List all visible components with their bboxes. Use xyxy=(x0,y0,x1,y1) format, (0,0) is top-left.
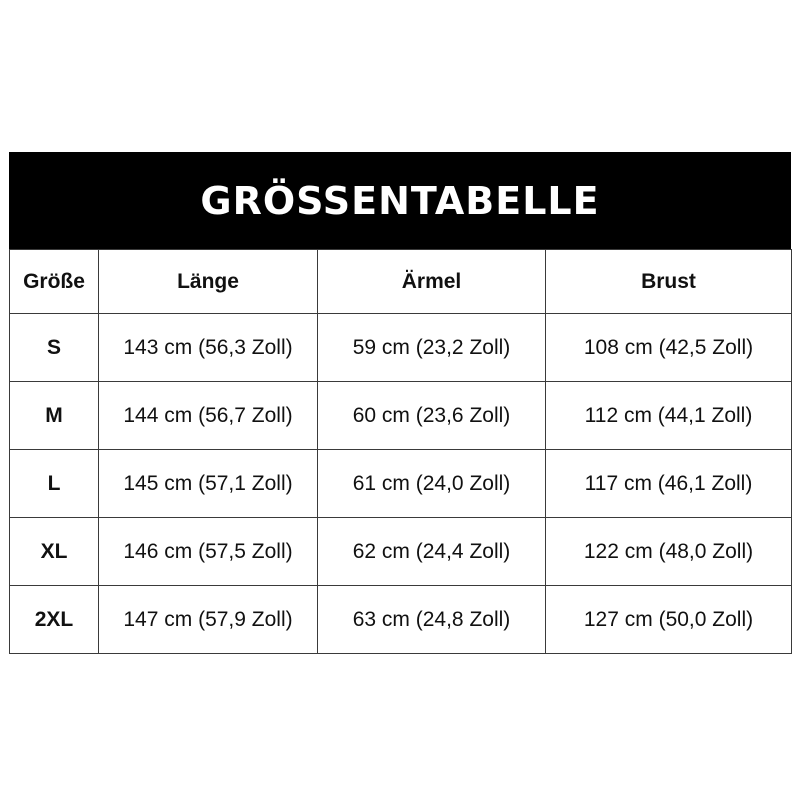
size-cell: XL xyxy=(10,518,99,586)
sleeve-cell: 61 cm (24,0 Zoll) xyxy=(318,450,546,518)
chart-title: GRÖSSENTABELLE xyxy=(200,178,600,223)
table-row xyxy=(10,382,792,450)
chest-cell: 122 cm (48,0 Zoll) xyxy=(546,518,792,586)
chart-header xyxy=(9,152,791,249)
length-cell: 146 cm (57,5 Zoll) xyxy=(99,518,318,586)
sleeve-cell: 60 cm (23,6 Zoll) xyxy=(318,382,546,450)
header-row xyxy=(10,250,792,314)
sleeve-cell: 62 cm (24,4 Zoll) xyxy=(318,518,546,586)
size-cell: 2XL xyxy=(10,586,99,654)
chest-cell: 112 cm (44,1 Zoll) xyxy=(546,382,792,450)
length-cell: 147 cm (57,9 Zoll) xyxy=(99,586,318,654)
table-row xyxy=(10,518,792,586)
size-cell: S xyxy=(10,314,99,382)
table-row xyxy=(10,314,792,382)
size-cell: M xyxy=(10,382,99,450)
size-table xyxy=(9,249,792,654)
chest-cell: 108 cm (42,5 Zoll) xyxy=(546,314,792,382)
table-row xyxy=(10,450,792,518)
header-length: Länge xyxy=(99,250,318,314)
length-cell: 143 cm (56,3 Zoll) xyxy=(99,314,318,382)
sleeve-cell: 63 cm (24,8 Zoll) xyxy=(318,586,546,654)
header-size: Größe xyxy=(10,250,99,314)
size-chart xyxy=(9,152,791,654)
length-cell: 144 cm (56,7 Zoll) xyxy=(99,382,318,450)
table-row xyxy=(10,586,792,654)
length-cell: 145 cm (57,1 Zoll) xyxy=(99,450,318,518)
header-chest: Brust xyxy=(546,250,792,314)
sleeve-cell: 59 cm (23,2 Zoll) xyxy=(318,314,546,382)
header-sleeve: Ärmel xyxy=(318,250,546,314)
chest-cell: 117 cm (46,1 Zoll) xyxy=(546,450,792,518)
chest-cell: 127 cm (50,0 Zoll) xyxy=(546,586,792,654)
size-cell: L xyxy=(10,450,99,518)
